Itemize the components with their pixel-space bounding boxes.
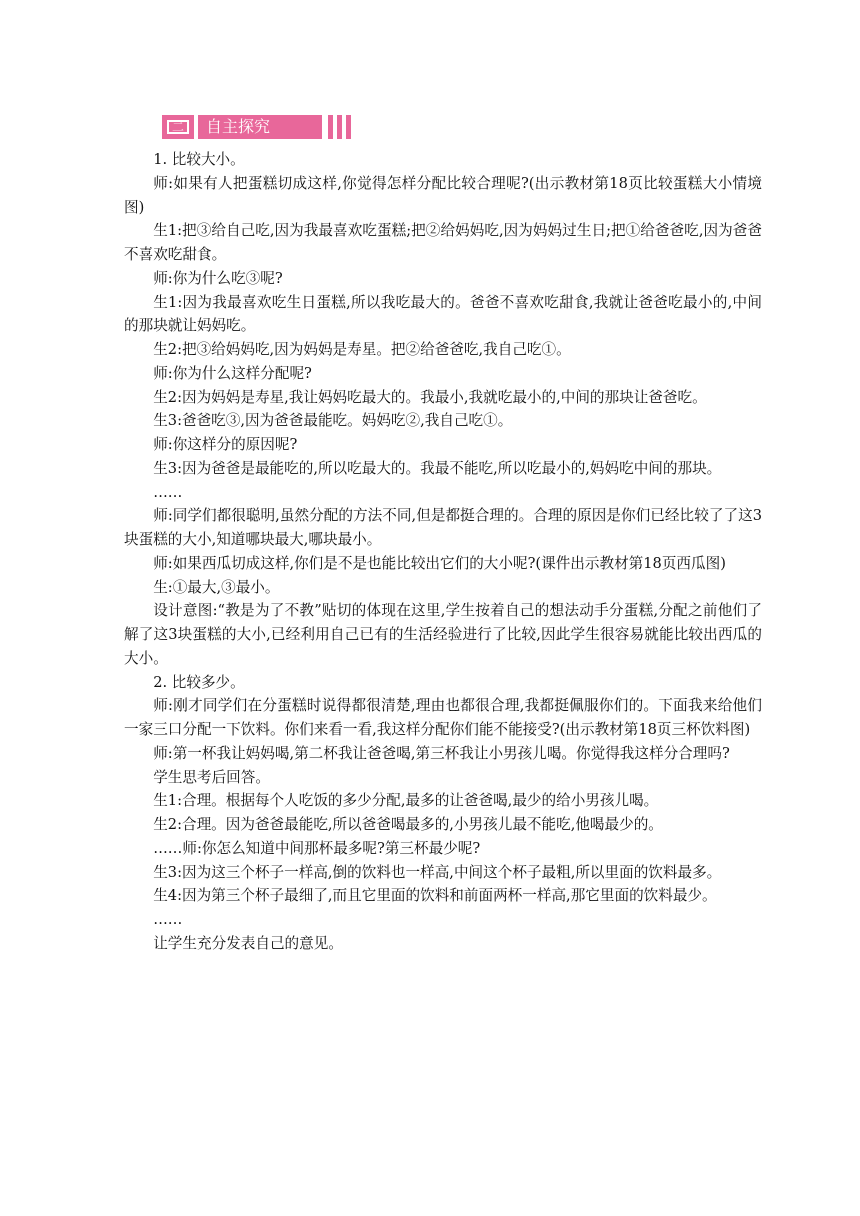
paragraph: 生3:因为爸爸是最能吃的,所以吃最大的。我最不能吃,所以吃最小的,妈妈吃中间的那块。 xyxy=(153,459,722,477)
paragraph: 生2:合理。因为爸爸最能吃,所以爸爸喝最多的,小男孩儿最不能吃,他喝最少的。 xyxy=(153,816,663,833)
section-header xyxy=(162,115,351,139)
paragraph: 师:同学们都很聪明,虽然分配的方法不同,但是都挺合理的。合理的原因是你们已经比较了了这3块蛋糕的大小,知道哪块最大,哪块最小。 xyxy=(124,507,762,548)
paragraph: 生3:爸爸吃③,因为爸爸最能吃。妈妈吃②,我自己吃①。 xyxy=(153,412,513,430)
body-text xyxy=(124,148,762,956)
paragraph: 师:你为什么这样分配呢? xyxy=(153,364,312,382)
paragraph: 设计意图:“教是为了不教”贴切的体现在这里,学生按着自己的想法动手分蛋糕,分配之前他们了解了这3块蛋糕的大小,已经利用自己已有的生活经验进行了比较,因此学生很容易就能比较出西瓜的大小。 xyxy=(124,602,762,667)
paragraph: 生:①最大,③最小。 xyxy=(153,578,280,596)
paragraph: 生4:因为第三个杯子最细了,而且它里面的饮料和前面两杯一样高,那它里面的饮料最少。 xyxy=(153,887,717,905)
paragraph: 生1:把③给自己吃,因为我最喜欢吃蛋糕;把②给妈妈吃,因为妈妈过生日;把①给爸爸吃,因为爸爸不喜欢吃甜食。 xyxy=(124,222,762,263)
paragraph: 生3:因为这三个杯子一样高,倒的饮料也一样高,中间这个杯子最粗,所以里面的饮料最多。 xyxy=(153,863,722,881)
paragraph: 师:刚才同学们在分蛋糕时说得都很清楚,理由也都很合理,我都挺佩服你们的。下面我来给他们一家三口分配一下饮料。你们来看一看,我这样分配你们能不能接受?(出示教材第18页三杯饮料图) xyxy=(124,697,762,738)
stripe xyxy=(346,115,351,139)
paragraph: 师:你这样分的原因呢? xyxy=(153,436,298,453)
paragraph: 师:如果西瓜切成这样,你们是不是也能比较出它们的大小呢?(课件出示教材第18页西瓜图) xyxy=(153,554,726,572)
section-number-badge xyxy=(162,115,194,139)
paragraph: ……师:你怎么知道中间那杯最多呢?第三杯最少呢? xyxy=(153,839,481,857)
paragraph: 师:第一杯我让妈妈喝,第二杯我让爸爸喝,第三杯我让小男孩儿喝。你觉得我这样分合理吗? xyxy=(153,744,730,762)
paragraph: 生2:因为妈妈是寿星,我让妈妈吃最大的。我最小,我就吃最小的,中间的那块让爸爸吃。 xyxy=(153,388,707,406)
paragraph: 师:你为什么吃③呢? xyxy=(153,269,283,287)
paragraph: …… xyxy=(153,911,183,928)
section-title: 自主探究 xyxy=(198,115,322,139)
paragraph: 让学生充分发表自己的意见。 xyxy=(153,934,343,952)
stripe xyxy=(328,115,333,139)
stripe xyxy=(337,115,342,139)
paragraph: …… xyxy=(153,483,183,501)
paragraph: 1. 比较大小。 xyxy=(153,151,245,168)
paragraph: 生1:合理。根据每个人吃饭的多少分配,最多的让爸爸喝,最少的给小男孩儿喝。 xyxy=(153,792,659,810)
section-number: 二 xyxy=(167,120,189,134)
paragraph: 学生思考后回答。 xyxy=(153,768,270,786)
paragraph: 生2:把③给妈妈吃,因为妈妈是寿星。把②给爸爸吃,我自己吃①。 xyxy=(153,341,571,358)
paragraph: 师:如果有人把蛋糕切成这样,你觉得怎样分配比较合理呢?(出示教材第18页比较蛋糕大小情境图) xyxy=(124,174,762,216)
paragraph: 2. 比较多少。 xyxy=(153,673,245,691)
decorative-stripes xyxy=(328,115,351,139)
paragraph: 生1:因为我最喜欢吃生日蛋糕,所以我吃最大的。爸爸不喜欢吃甜食,我就让爸爸吃最小的,中间的那块就让妈妈吃。 xyxy=(124,293,762,335)
